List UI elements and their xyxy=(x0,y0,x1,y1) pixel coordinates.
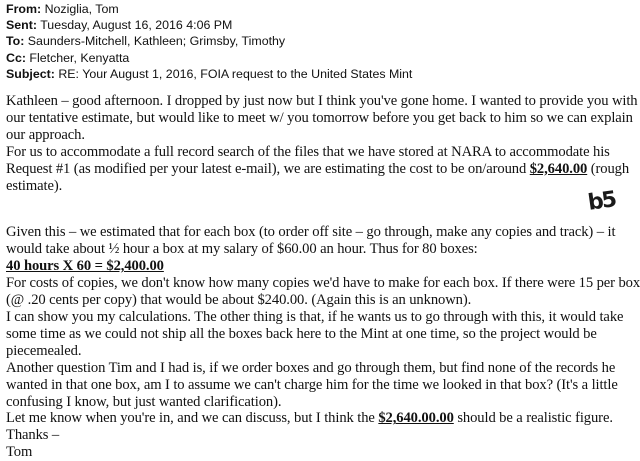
body-line: I can show you my calculations. The other thing is that, if he wants us to go through with this, it would take xyxy=(6,308,624,325)
closing-thanks: Thanks – xyxy=(6,427,60,444)
estimate-amount: $2,640.00 xyxy=(529,160,588,177)
body-line: Given this – we estimated that for each box (to order off site – go through, make any copies and track) – it xyxy=(6,224,616,241)
sent-row xyxy=(6,17,412,33)
sent-value: Tuesday, August 16, 2016 4:06 PM xyxy=(40,18,233,33)
body-line: For us to accommodate a full record search of the files that we have stored at NARA to accommodate his xyxy=(6,143,610,160)
foia-exemption-stamp: b5 xyxy=(586,187,617,216)
realistic-figure-amount: $2,640.00.00 xyxy=(378,410,454,427)
cc-label: Cc: xyxy=(6,50,26,65)
to-row xyxy=(6,33,412,49)
body-line: piecemealed. xyxy=(6,342,82,359)
body-line: some time as we could not ship all the boxes back here to the Mint at one time, so the project would be xyxy=(6,325,597,342)
body-text: Request #1 (as modified per your latest e-mail), we are estimating the cost to be on/around xyxy=(6,160,530,177)
signature: Tom xyxy=(6,444,33,461)
body-text: (rough xyxy=(587,160,630,177)
subject-label: Subject: xyxy=(6,66,55,81)
subject-row xyxy=(6,66,412,82)
from-label: From: xyxy=(6,2,42,16)
body-line: estimate). xyxy=(6,177,63,194)
body-line: our approach. xyxy=(6,126,85,143)
to-label: To: xyxy=(6,34,25,49)
cc-row xyxy=(6,50,412,66)
cc-value: Fletcher, Kenyatta xyxy=(29,50,130,65)
body-line xyxy=(6,161,640,178)
body-line: (@ .20 cents per copy) that would be about $240.00. (Again this is an unknown). xyxy=(6,292,472,309)
body-text: should be a realistic figure. xyxy=(453,410,613,427)
email-body xyxy=(6,93,640,461)
body-text: Let me know when you're in, and we can discuss, but I think the xyxy=(6,410,379,427)
sent-label: Sent: xyxy=(6,18,37,33)
body-line: Another question Tim and I had is, if we order boxes and go through them, but find none of the records he xyxy=(6,359,616,376)
body-line: would take about ½ hour a box at my salary of $60.00 an hour. Thus for 80 boxes: xyxy=(6,241,478,258)
to-value: Saunders-Mitchell, Kathleen; Grimsby, Timothy xyxy=(27,34,286,49)
body-line: confusing I know, but just wanted clarification). xyxy=(6,393,282,410)
calculation-line: 40 hours X 60 = $2,400.00 xyxy=(6,258,164,275)
from-row xyxy=(6,1,412,17)
body-line xyxy=(6,410,640,427)
body-line: our tentative estimate, but would like to meet w/ you tomorrow before you get back to him so we can explain xyxy=(6,109,633,126)
body-line: wanted in that one box, am I to assume we can't charge him for the time we looked in that box? (It's a little xyxy=(6,376,618,393)
body-line: For costs of copies, we don't know how many copies we'd have to make for each box. If there were 15 per box xyxy=(6,275,640,292)
body-line: Kathleen – good afternoon. I dropped by just now but I think you've gone home. I wanted to provide you with xyxy=(6,93,638,109)
email-header xyxy=(6,1,412,82)
subject-value: RE: Your August 1, 2016, FOIA request to the United States Mint xyxy=(58,66,413,81)
from-value: Noziglia, Tom xyxy=(44,2,119,16)
paragraph-gap xyxy=(6,194,640,224)
